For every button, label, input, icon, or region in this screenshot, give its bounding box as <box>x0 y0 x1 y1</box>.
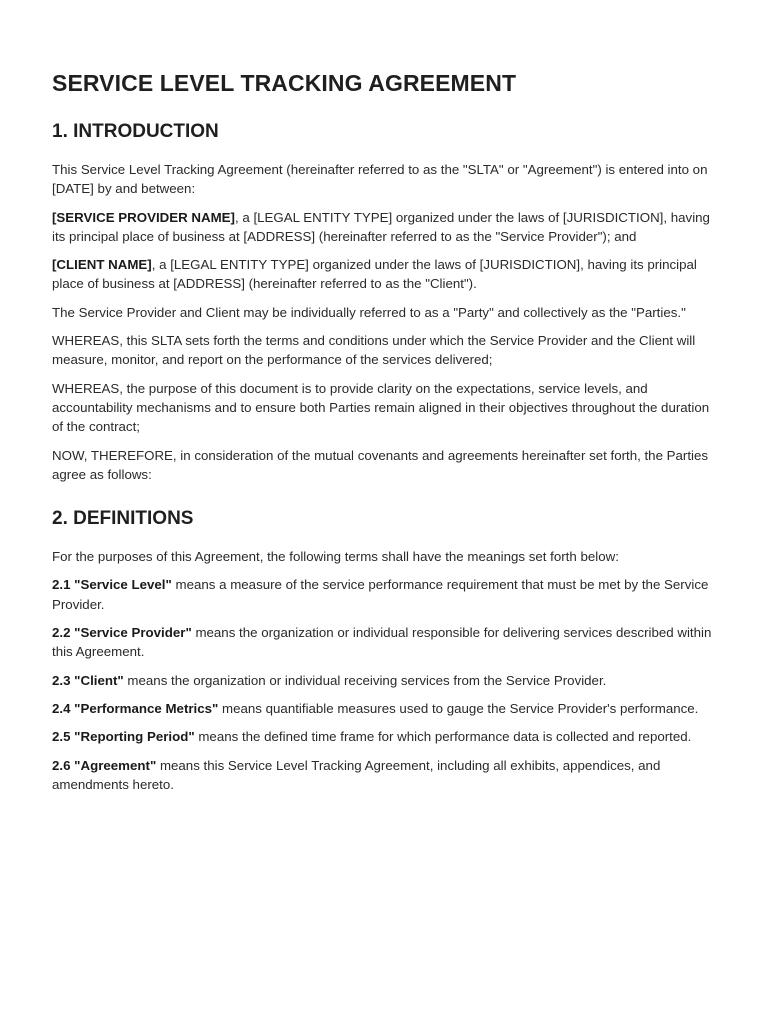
definition-text: means this Service Level Tracking Agreement, including all exhibits, appendices, and amendments hereto. <box>52 757 661 792</box>
definitions-intro-paragraph <box>52 547 718 566</box>
paragraph-lead: [SERVICE PROVIDER NAME] <box>52 209 235 225</box>
definition-term: 2.4 "Performance Metrics" <box>52 700 219 716</box>
definition-term: 2.1 "Service Level" <box>52 577 172 593</box>
document-title: SERVICE LEVEL TRACKING AGREEMENT <box>52 70 517 96</box>
paragraph-text: WHEREAS, this SLTA sets forth the terms and conditions under which the Service Provider and the Client will measure, monitor, and report on the performance of the services delivered; <box>52 333 696 368</box>
section-heading-introduction: 1. INTRODUCTION <box>52 121 219 142</box>
paragraph-text: The Service Provider and Client may be individually referred to as a "Party" and collectively as the "Parties." <box>52 304 686 320</box>
paragraph-text: NOW, THEREFORE, in consideration of the mutual covenants and agreements hereinafter set forth, the Parties agree as follows: <box>52 447 709 482</box>
whereas-paragraph-1 <box>52 331 718 370</box>
paragraph-text: WHEREAS, the purpose of this document is to provide clarity on the expectations, service levels, and accountability mechanisms and to ensure both Parties remain aligned in their objectives throughout the duration of the contract; <box>52 380 710 435</box>
section-heading-definitions: 2. DEFINITIONS <box>52 508 194 530</box>
definition-agreement <box>52 756 718 795</box>
definition-text: means the organization or individual responsible for delivering services described within this Agreement. <box>52 625 712 660</box>
paragraph-text: For the purposes of this Agreement, the following terms shall have the meanings set forth below: <box>52 549 619 565</box>
paragraph-text: , a [LEGAL ENTITY TYPE] organized under the laws of [JURISDICTION], having its principal place of business at [ADDRESS] (hereinafter referred to as the "Service Provider"); and <box>52 209 710 244</box>
definition-client <box>52 671 718 690</box>
definition-reporting-period <box>52 727 718 746</box>
definition-term: 2.6 "Agreement" <box>52 757 157 773</box>
client-paragraph <box>52 255 718 294</box>
definition-service-provider <box>52 623 718 662</box>
definition-text: means a measure of the service performance requirement that must be met by the Service Provider. <box>52 577 709 612</box>
paragraph-text: This Service Level Tracking Agreement (hereinafter referred to as the "SLTA" or "Agreement") is entered into on [DATE] by and between: <box>52 162 708 197</box>
definition-performance-metrics <box>52 699 718 718</box>
paragraph-text: , a [LEGAL ENTITY TYPE] organized under the laws of [JURISDICTION], having its principal place of business at [ADDRESS] (hereinafter referred to as the "Client"). <box>52 257 697 292</box>
definition-term: 2.5 "Reporting Period" <box>52 729 195 745</box>
whereas-paragraph-2 <box>52 379 718 437</box>
service-provider-paragraph <box>52 208 718 247</box>
intro-paragraph <box>52 160 718 199</box>
definition-service-level <box>52 575 718 614</box>
now-therefore-paragraph <box>52 446 718 485</box>
definition-text: means the organization or individual receiving services from the Service Provider. <box>123 672 607 688</box>
definition-term: 2.3 "Client" <box>52 672 124 688</box>
definition-text: means the defined time frame for which performance data is collected and reported. <box>194 729 692 745</box>
definition-text: means quantifiable measures used to gauge the Service Provider's performance. <box>218 700 699 716</box>
definition-term: 2.2 "Service Provider" <box>52 625 192 641</box>
parties-paragraph <box>52 303 718 322</box>
paragraph-lead: [CLIENT NAME] <box>52 257 152 273</box>
